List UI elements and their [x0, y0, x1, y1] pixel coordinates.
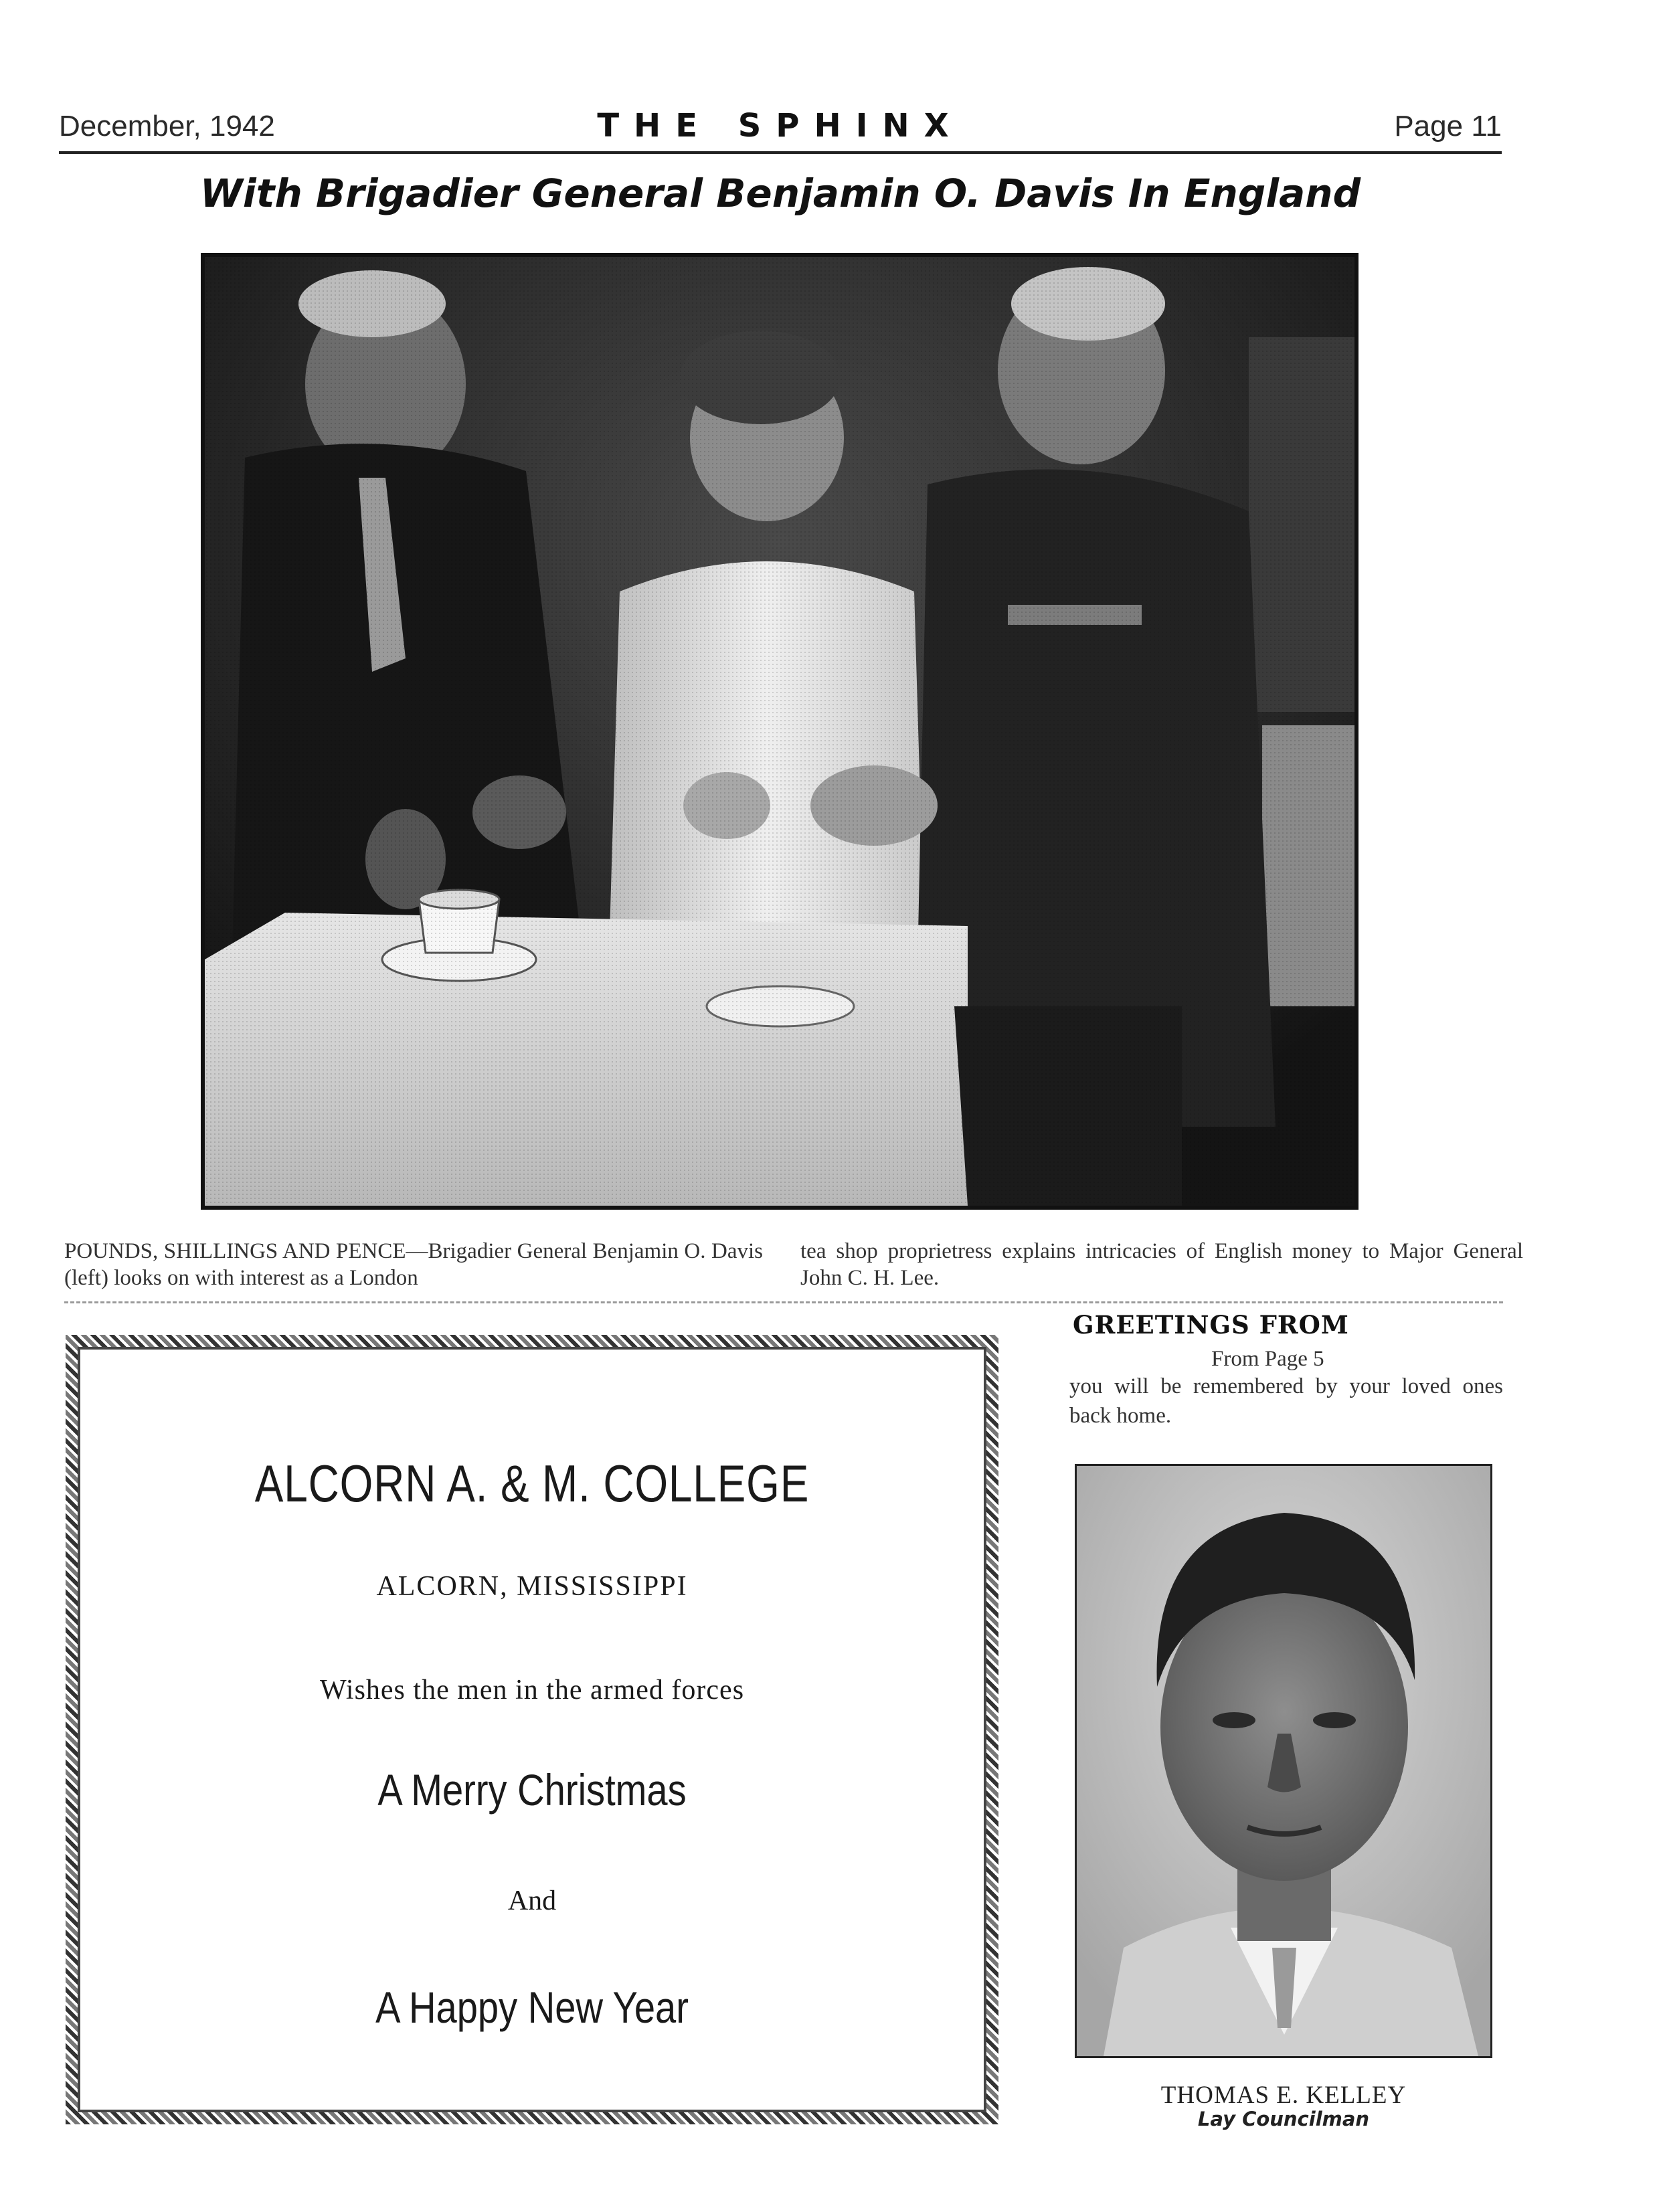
- article-headline: With Brigadier General Benjamin O. Davis In England: [199, 171, 1361, 216]
- caption-divider: [64, 1301, 1503, 1303]
- portrait-title: Lay Councilman: [1197, 2108, 1370, 2130]
- publication-title: THE SPHINX: [597, 107, 964, 145]
- ad-college-name: ALCORN A. & M. COLLEGE: [254, 1454, 810, 1513]
- greetings-body: you will be remembered by your loved ones back home.: [1069, 1374, 1503, 1428]
- portrait-name: THOMAS E. KELLEY: [1160, 2082, 1407, 2109]
- ad-location: ALCORN, MISSISSIPPI: [376, 1571, 688, 1602]
- page-number: Page 11: [1394, 110, 1502, 143]
- photo-caption: [64, 1238, 1523, 1291]
- portrait-photograph: [1075, 1464, 1492, 2058]
- caption-left-column: POUNDS, SHILLINGS AND PENCE—Brigadier General Benjamin O. Davis (left) looks on with interest as a London: [64, 1239, 763, 1290]
- ad-conjunction: And: [507, 1885, 557, 1916]
- photo-scene: [205, 257, 1354, 1206]
- main-photograph: [201, 253, 1359, 1210]
- greetings-heading: GREETINGS FROM: [1073, 1310, 1349, 1340]
- ad-greeting-new-year: A Happy New Year: [375, 1983, 689, 2032]
- header-rule: [59, 151, 1502, 154]
- ad-wish-text: Wishes the men in the armed forces: [319, 1675, 745, 1706]
- ad-inner-frame: [78, 1347, 986, 2112]
- running-header: [59, 107, 1502, 154]
- greetings-continued-note: From Page 5: [1211, 1347, 1324, 1371]
- college-advertisement: [66, 1335, 998, 2124]
- portrait-scene: [1077, 1466, 1490, 2056]
- caption-right-column: tea shop proprietress explains intricacies of English money to Major General John C. H. Lee.: [800, 1239, 1523, 1290]
- ad-greeting-christmas: A Merry Christmas: [377, 1765, 687, 1815]
- issue-date: December, 1942: [59, 110, 275, 143]
